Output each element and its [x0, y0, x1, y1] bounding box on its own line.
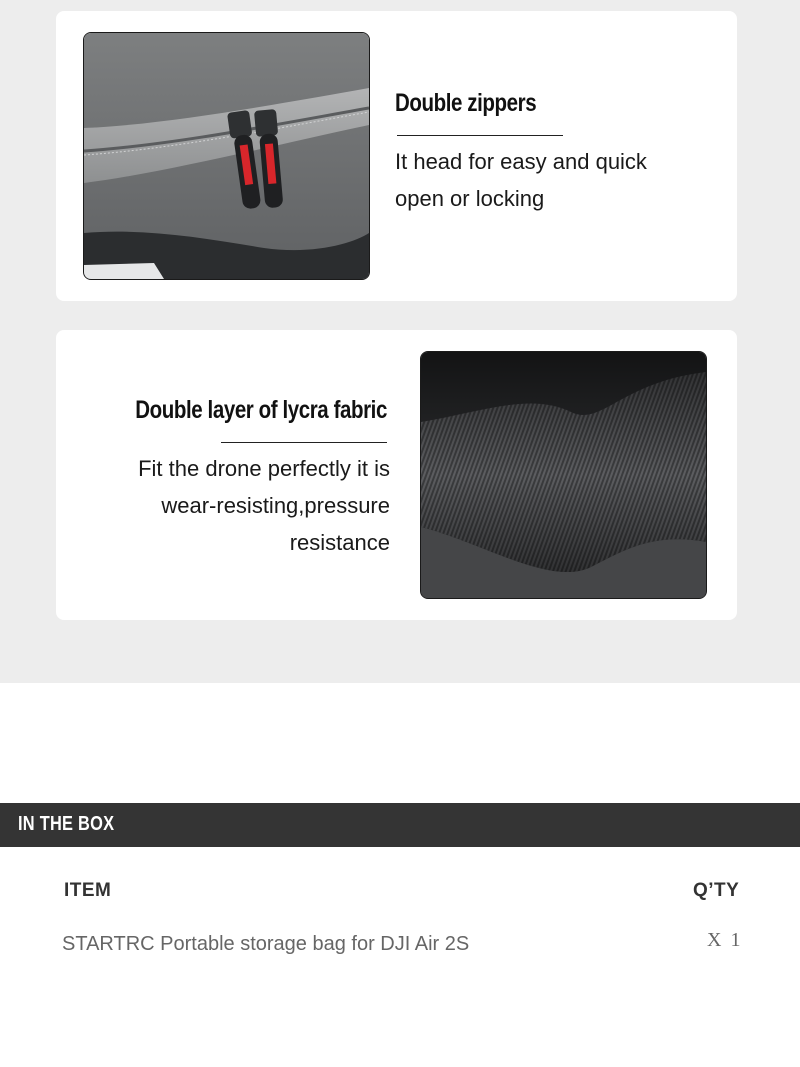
- description-line: open or locking: [395, 186, 545, 211]
- column-header-qty: Q’TY: [693, 880, 740, 901]
- description-line: resistance: [289, 530, 390, 555]
- title-underline: [221, 442, 387, 443]
- column-header-item: ITEM: [64, 880, 112, 901]
- feature-description: [96, 450, 390, 561]
- feature-description: [395, 143, 705, 217]
- description-line: It head for easy and quick: [395, 149, 647, 174]
- box-item-name: STARTRC Portable storage bag for DJI Air 2S: [62, 933, 470, 955]
- title-underline: [397, 135, 563, 136]
- description-line: Fit the drone perfectly it is: [138, 456, 390, 481]
- zipper-photo: [83, 32, 370, 280]
- feature-title: Double zippers: [395, 89, 537, 117]
- section-title: IN THE BOX: [18, 813, 115, 835]
- lycra-fabric-photo: [420, 351, 707, 599]
- in-the-box-header: [0, 803, 800, 847]
- feature-title: Double layer of lycra fabric: [135, 396, 387, 424]
- feature-card-zippers: [56, 11, 737, 301]
- feature-card-lycra: [56, 330, 737, 620]
- description-line: wear-resisting,pressure: [161, 493, 390, 518]
- box-item-qty: X 1: [707, 929, 743, 951]
